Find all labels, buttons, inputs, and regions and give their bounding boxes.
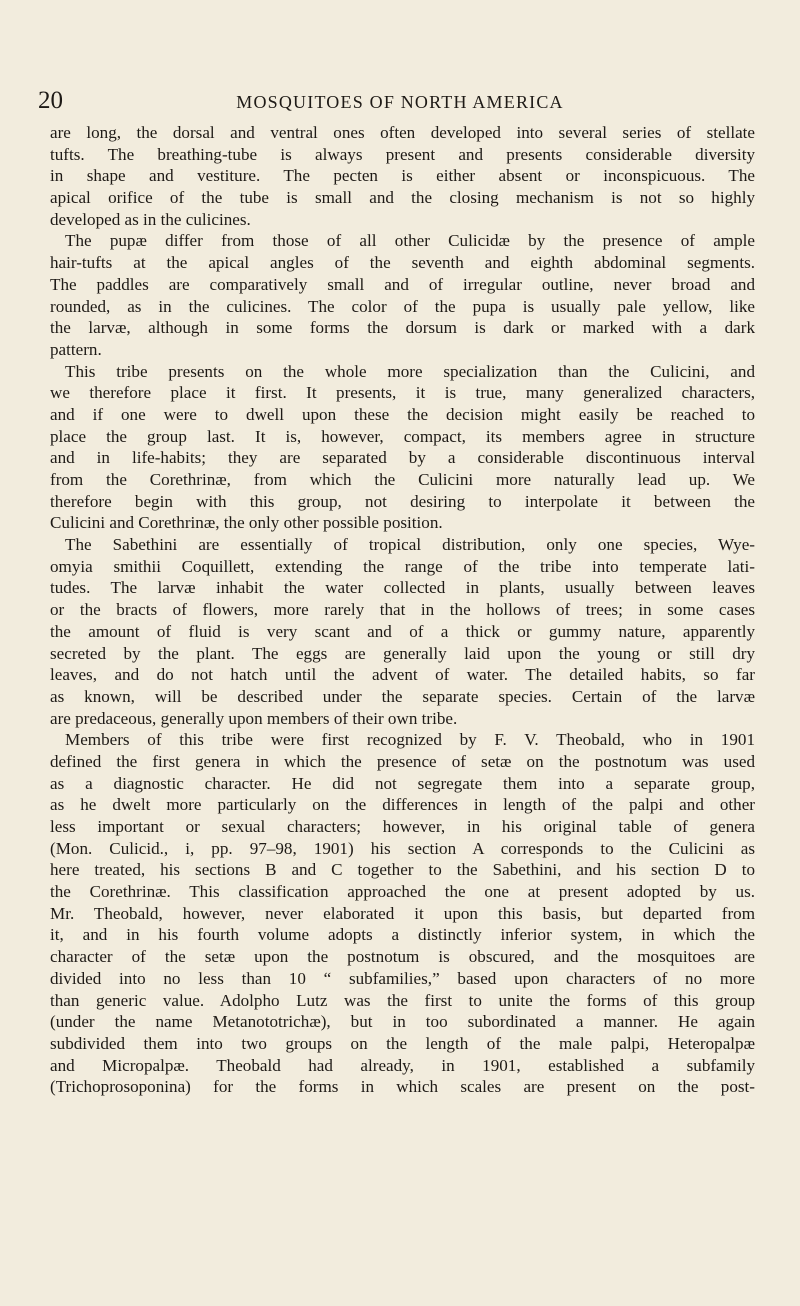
text-line: hair-tufts at the apical angles of the seventh and eighth abdominal segments. [50, 253, 755, 273]
text-line: than generic value. Adolpho Lutz was the first to unite the forms of this group [50, 990, 755, 1010]
text-line: Members of this tribe were first recognized by F. V. Theobald, who in 1901 [65, 730, 755, 750]
text-line: or the bracts of flowers, more rarely that in the hollows of trees; in some cases [50, 600, 755, 620]
text-line: therefore begin with this group, not desiring to interpolate it between the [50, 491, 755, 511]
text-line: the amount of fluid is very scant and of a thick or gummy nature, apparently [50, 621, 755, 641]
text-line: subdivided them into two groups on the length of the male palpi, Heteropalpæ [50, 1033, 755, 1053]
text-line: (Trichoprosoponina) for the forms in which scales are present on the post- [50, 1077, 755, 1097]
text-line: less important or sexual characters; however, in his original table of genera [50, 817, 755, 836]
text-line: place the group last. It is, however, compact, its members agree in structure [50, 426, 755, 446]
text-line: (Mon. Culicid., i, pp. 97–98, 1901) his section A corresponds to the Culicini as [50, 838, 755, 858]
text-line: apical orifice of the tube is small and the closing mechanism is not so highly [50, 188, 755, 208]
text-line: we therefore place it first. It presents, it is true, many generalized characters, [50, 383, 755, 403]
text-line: as known, will be described under the separate species. Certain of the larvæ [50, 686, 755, 706]
text-line: Mr. Theobald, however, never elaborated it upon this basis, but departed from [50, 903, 755, 923]
text-line: leaves, and do not hatch until the advent of water. The detailed habits, so far [50, 665, 755, 685]
text-line: as he dwelt more particularly on the differences in length of the palpi and other [50, 795, 755, 815]
text-line: and Micropalpæ. Theobald had already, in 1901, established a subfamily [50, 1055, 755, 1075]
text-line: here treated, his sections B and C together to the Sabethini, and his section D to [50, 860, 755, 880]
text-line: defined the first genera in which the presence of setæ on the postnotum was used [50, 751, 755, 771]
text-line: The pupæ differ from those of all other Culicidæ by the presence of ample [65, 231, 755, 251]
text-line: The paddles are comparatively small and of irregular outline, never broad and [50, 274, 755, 294]
text-line: the Corethrinæ. This classification approached the one at present adopted by us. [50, 882, 755, 902]
text-line: as a diagnostic character. He did not segregate them into a separate group, [50, 773, 755, 793]
text-line: the larvæ, although in some forms the dorsum is dark or marked with a dark [50, 318, 755, 338]
text-line: divided into no less than 10 “ subfamilies,” based upon characters of no more [50, 968, 755, 988]
text-line: from the Corethrinæ, from which the Culicini more naturally lead up. We [50, 470, 755, 489]
text-line: are predaceous, generally upon members of their own tribe. [50, 708, 458, 728]
text-line: This tribe presents on the whole more specialization than the Culicini, and [65, 361, 755, 381]
text-line: (under the name Metanototrichæ), but in too subordinated a manner. He again [50, 1012, 755, 1032]
text-line: character of the setæ upon the postnotum is obscured, and the mosquitoes are [50, 947, 755, 967]
text-line: rounded, as in the culicines. The color of the pupa is usually pale yellow, like [50, 296, 755, 316]
running-head: MOSQUITOES OF NORTH AMERICA [236, 92, 564, 112]
text-line: it, and in his fourth volume adopts a distinctly inferior system, in which the [50, 925, 755, 945]
text-line: The Sabethini are essentially of tropical distribution, only one species, Wye- [65, 535, 755, 555]
text-line: are long, the dorsal and ventral ones often developed into several series of stellate [50, 123, 755, 142]
text-line: secreted by the plant. The eggs are generally laid upon the young or still dry [50, 643, 755, 663]
text-line: omyia smithii Coquillett, extending the range of the tribe into temperate lati- [50, 556, 755, 576]
body-text [50, 122, 755, 1098]
text-line: Culicini and Corethrinæ, the only other possible position. [50, 513, 443, 533]
page-number: 20 [38, 87, 63, 114]
text-line: tudes. The larvæ inhabit the water collected in plants, usually between leaves [50, 578, 755, 598]
text-line: tufts. The breathing-tube is always present and presents considerable diversity [50, 144, 755, 164]
text-line: in shape and vestiture. The pecten is either absent or inconspicuous. The [50, 166, 755, 186]
text-line: pattern. [50, 339, 102, 359]
text-line: developed as in the culicines. [50, 209, 251, 229]
text-line: and if one were to dwell upon these the decision might easily be reached to [50, 404, 755, 424]
text-line: and in life-habits; they are separated by a considerable discontinuous interval [50, 448, 755, 468]
